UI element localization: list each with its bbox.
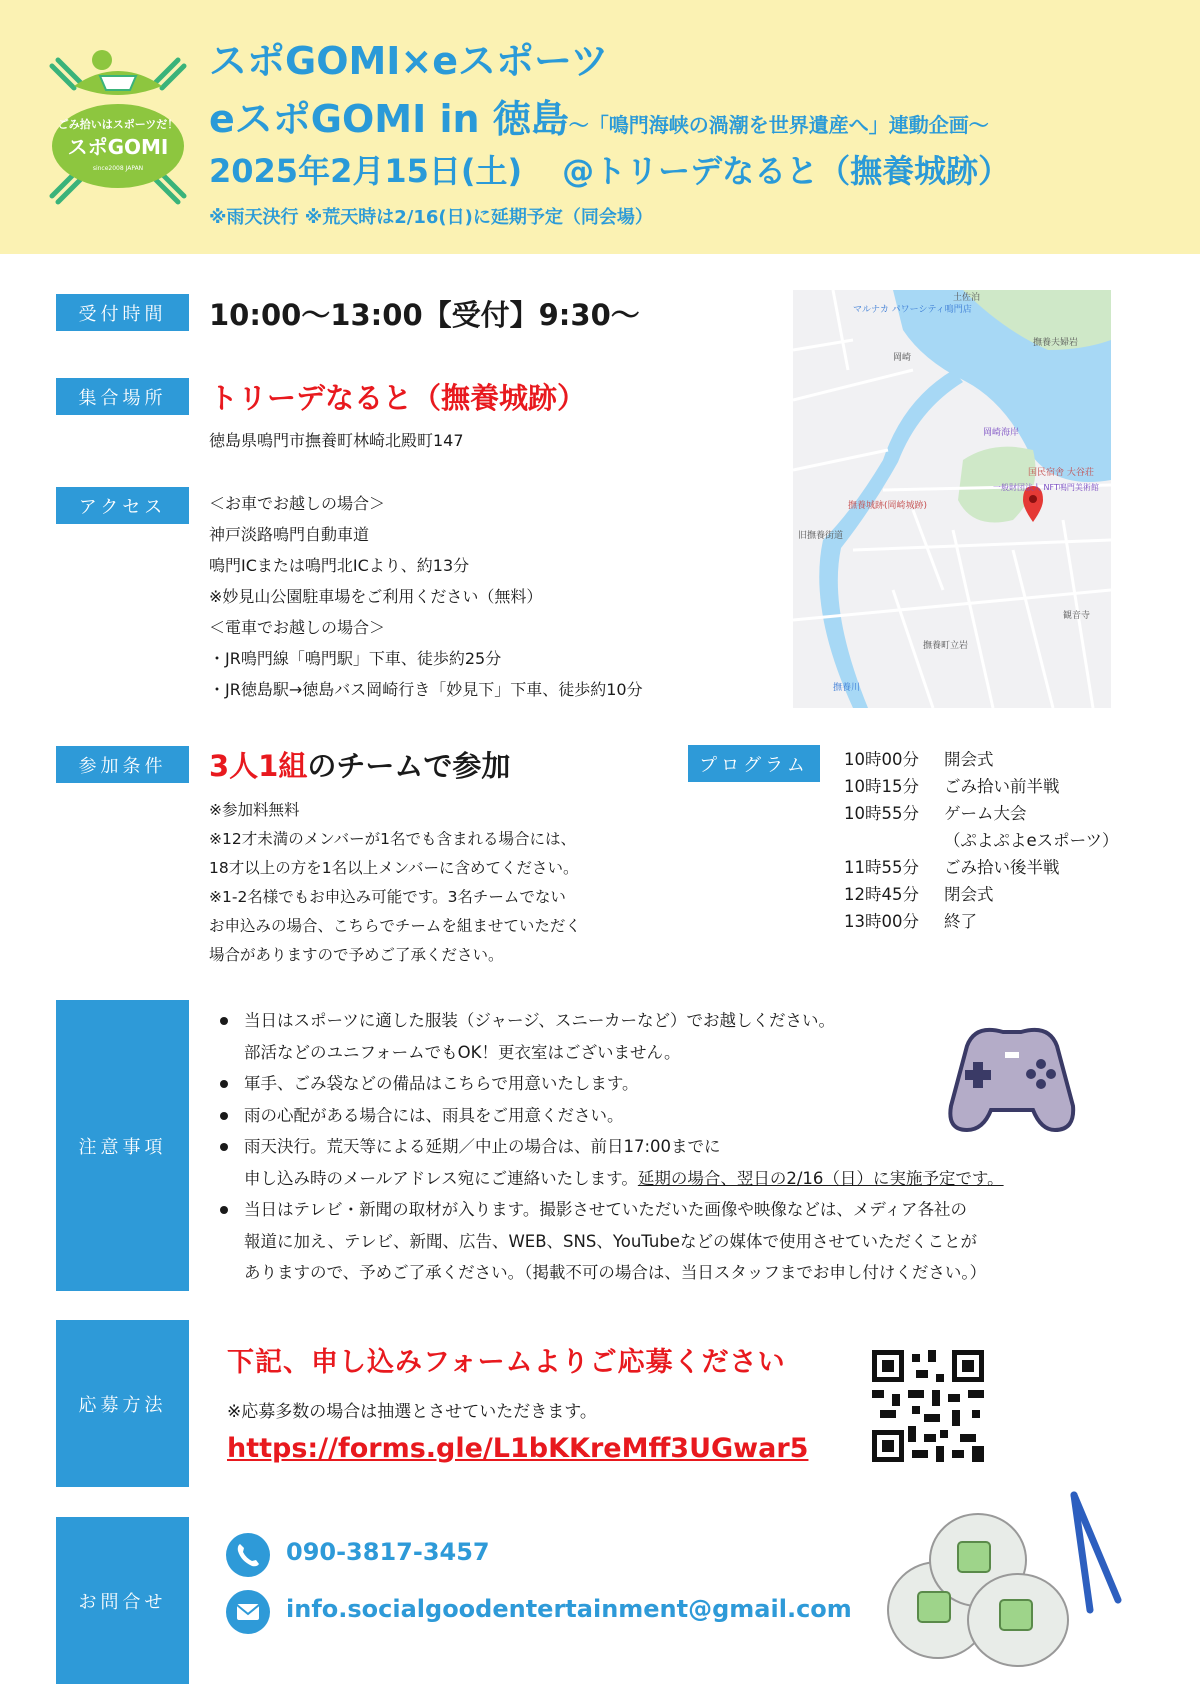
trash-bags-tongs-icon [878,1490,1128,1670]
access-details [209,488,643,705]
program-row [844,854,1119,881]
apply-cta: 下記、申し込みフォームよりご応募ください [227,1347,786,1378]
note-item [218,1131,1004,1194]
phone-icon [226,1533,270,1577]
access-line: 鳴門ICまたは鳴門北ICより、約13分 [209,556,470,575]
contact-label: お問合せ [56,1517,189,1684]
event-subtitle [209,88,989,143]
conditions-label: 参加条件 [56,746,189,783]
program-row [844,908,1119,935]
access-line: ＜お車でお越しの場合＞ [209,494,386,513]
note-line: 雨天決行。荒天等による延期／中止の場合は、前日17:00までに [244,1137,721,1156]
qr-code-icon[interactable] [872,1350,984,1462]
apply-note: ※応募多数の場合は抽選とさせていただきます。 [227,1402,597,1422]
condition-line: ※12才未満のメンバーが1名でも含まれる場合には、 [209,830,576,848]
apply-form-link[interactable]: https://forms.gle/L1bKKreMff3UGwar5 [227,1433,809,1464]
map-label: 岡崎 [893,353,912,363]
map-label: マルナカ パワーシティ鳴門店 [853,305,972,315]
note-item [218,1194,1004,1289]
map-label: 撫養城跡(岡崎城跡) [848,501,928,511]
event-venue: @トリーデなると（撫養城跡） [562,152,1011,190]
map-label: 旧撫養街道 [798,531,844,541]
access-line: 神戸淡路鳴門自動車道 [209,525,370,544]
program-row [844,827,1119,854]
event-subtitle-tagline: ～「鳴門海峡の渦潮を世界遺産へ」連動企画～ [568,113,989,137]
access-line: ＜電車でお越しの場合＞ [209,618,386,637]
mail-icon [226,1590,270,1634]
map-label: 岡崎海岸 [983,428,1020,438]
program-label: プログラム [688,745,820,782]
note-item [218,1100,1004,1132]
event-date-venue [209,146,1010,192]
logo-name: スポGOMI [67,135,169,159]
program-time: 10時00分 [844,750,919,769]
apply-label: 応募方法 [56,1320,189,1487]
header-banner [0,0,1200,254]
map-label: 観音寺 [1063,611,1091,621]
meeting-address: 徳島県鳴門市撫養町林崎北殿町147 [209,431,464,450]
program-time: 12時45分 [844,885,919,904]
program-desc: （ぷよぷよeスポーツ） [944,831,1119,850]
program-desc: ごみ拾い前半戦 [944,777,1060,796]
notes-list [218,1005,1004,1289]
notes-label: 注意事項 [56,1000,189,1291]
event-date: 2025年2月15日(土) [209,152,523,190]
map-label: 土佐泊 [953,293,981,303]
map-graphic [793,290,1111,708]
note-line: 軍手、ごみ袋などの備品はこちらで用意いたします。 [244,1074,639,1093]
game-controller-icon [945,1006,1077,1144]
contact-phone[interactable]: 090-3817-3457 [286,1538,490,1566]
program-desc: 開会式 [944,750,994,769]
program-time: 11時55分 [844,858,919,877]
program-desc: ゲーム大会 [944,804,1027,823]
note-item [218,1068,1004,1100]
access-line: ※妙見山公園駐車場をご利用ください（無料） [209,587,543,606]
note-line: 報道に加え、テレビ、新聞、広告、WEB、SNS、YouTubeなどの媒体で使用させていただくことが [244,1231,977,1251]
condition-line: ※参加料無料 [209,801,300,819]
meeting-venue: トリーデなると（撫養城跡） [209,381,587,415]
program-time: 10時15分 [844,777,919,796]
program-time [844,827,944,854]
postpone-note: 延期の場合、翌日の2/16（日）に実施予定です。 [637,1168,1004,1188]
note-line: 雨の心配がある場合には、雨具をご用意ください。 [244,1105,624,1125]
condition-line: お申込みの場合、こちらでチームを組ませていただく [209,917,581,935]
conditions-details [209,796,581,970]
note-line [244,1163,1004,1195]
map-label: 国民宿舎 大谷荘 [1028,468,1094,478]
program-desc: ごみ拾い後半戦 [944,858,1060,877]
condition-line: ※1-2名様でもお申込み可能です。3名チームでない [209,888,566,906]
program-time: 13時00分 [844,912,919,931]
reception-label: 受付時間 [56,294,189,331]
map-label: 撫養町立岩 [923,641,969,651]
program-desc: 終了 [944,912,977,931]
access-label: アクセス [56,487,189,524]
team-text: のチームで参加 [307,749,511,783]
venue-map[interactable] [793,290,1111,708]
map-label: 撫養夫婦岩 [1033,338,1079,348]
meeting-label: 集合場所 [56,378,189,415]
event-subtitle-main: eスポGOMI in 徳島 [209,97,569,141]
note-line: 部活などのユニフォームでもOK！更衣室はございません。 [244,1042,681,1062]
condition-line: 18才以上の方を1名以上メンバーに含めてください。 [209,859,579,877]
program-row [844,773,1119,800]
map-label: 撫養川 [833,683,861,693]
note-text: 申し込み時のメールアドレス宛にご連絡いたします。 [244,1168,638,1188]
program-time: 10時55分 [844,804,919,823]
program-schedule [844,746,1119,935]
conditions-headline [209,744,510,785]
program-row [844,881,1119,908]
program-row [844,800,1119,827]
map-label: 一般財団法人 NFT鳴門美術館 [993,483,1099,492]
note-line: 当日はテレビ・新聞の取材が入ります。撮影させていただいた画像や映像などは、メディア各社の [244,1200,968,1219]
program-row [844,746,1119,773]
access-line: ・JR徳島駅→徳島バス岡崎行き「妙見下」下車、徒歩約10分 [209,680,643,699]
reception-time: 10:00～13:00【受付】9:30～ [209,298,640,332]
program-desc: 閉会式 [944,885,994,904]
logo-since: since2008 JAPAN [92,165,144,172]
event-title: スポGOMI×eスポーツ [209,39,609,83]
weather-note: ※雨天決行 ※荒天時は2/16(日)に延期予定（同会場） [209,207,653,228]
note-item [218,1005,1004,1068]
note-line: 当日はスポーツに適した服装（ジャージ、スニーカーなど）でお越しください。 [244,1011,836,1030]
team-size: 3人1組 [209,749,308,783]
spogomi-logo-icon [44,46,192,206]
note-line: ありますので、予めご了承ください。（掲載不可の場合は、当日スタッフまでお申し付けください。） [244,1263,987,1282]
logo-tagline: ごみ拾いはスポーツだ！ [57,118,179,131]
contact-email[interactable]: info.socialgoodentertainment@gmail.com [286,1595,852,1623]
access-line: ・JR鳴門線「鳴門駅」下車、徒歩約25分 [209,649,502,668]
condition-line: 場合がありますので予めご了承ください。 [209,946,504,964]
